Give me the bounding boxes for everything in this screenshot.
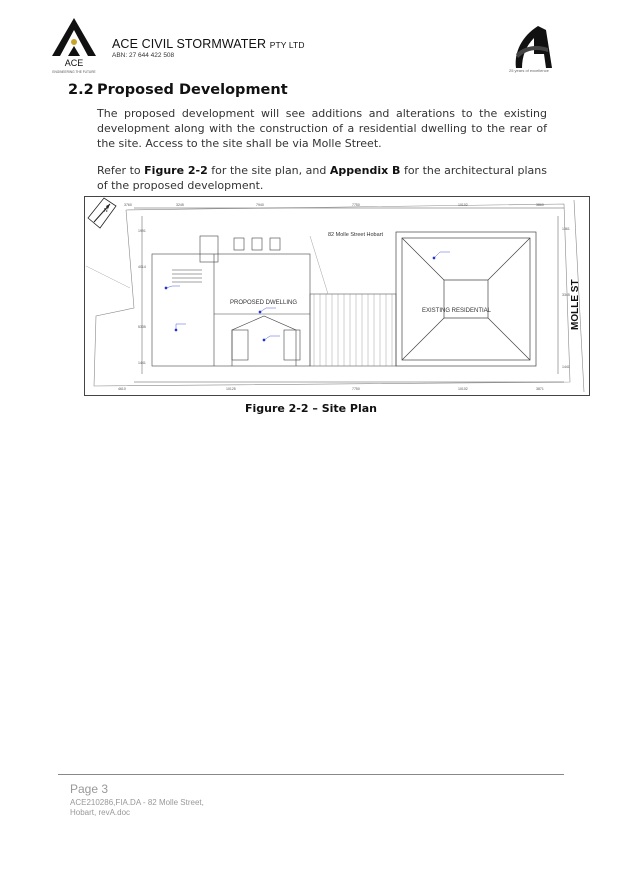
- top-dim-5: 10102: [458, 203, 468, 207]
- street-label: MOLLE ST: [570, 279, 581, 330]
- logo-right-caption: 25 years of excellence: [509, 68, 549, 73]
- bottom-dim-1: 4610: [118, 387, 126, 391]
- appendix-reference: Appendix B: [329, 164, 401, 177]
- section-number: 2.2: [68, 82, 94, 98]
- footer-divider: [58, 774, 564, 775]
- document-reference-line-2: Hobart, revA.doc: [70, 808, 131, 817]
- right-dim-2: 3345: [562, 293, 570, 297]
- logo-left-tagline: ENGINEERING THE FUTURE: [52, 70, 96, 74]
- left-dim-3: 5335: [138, 325, 146, 329]
- top-dim-1: 3760: [124, 203, 132, 207]
- paragraph-1: The proposed development will see additions and alterations to the existing development along with the construction of a residential dwelling to the rear of the site. Access to the site shall be via Molle Street.: [97, 107, 547, 150]
- page-header: [0, 0, 622, 80]
- existing-residential-label: EXISTING RESIDENTIAL: [422, 308, 492, 314]
- document-reference-line-1: ACE210286,FIA.DA - 82 Molle Street,: [70, 798, 204, 807]
- company-name: ACE CIVIL STORMWATER PTY LTD: [112, 37, 305, 51]
- north-label: N: [104, 208, 108, 214]
- ace-logo: [48, 16, 100, 76]
- paragraph-2: Refer to Figure 2-2 for the site plan, and Appendix B for the architectural plans of the proposed development.: [97, 164, 547, 192]
- bottom-dim-3: 7750: [352, 387, 360, 391]
- top-dim-4: 7750: [352, 203, 360, 207]
- anniversary-logo: [508, 24, 554, 74]
- top-dim-3: 7940: [256, 203, 264, 207]
- page-number: Page 3: [70, 782, 109, 796]
- address-label: 82 Molle Street Hobart: [328, 232, 384, 238]
- company-suffix: PTY LTD: [269, 40, 305, 50]
- abn: ABN: 27 644 422 508: [112, 52, 175, 59]
- document-reference: [70, 798, 204, 818]
- bottom-dim-2: 10125: [226, 387, 236, 391]
- left-dim-1: 1991: [138, 229, 146, 233]
- site-plan-figure: [84, 196, 590, 396]
- right-dim-1: 1361: [562, 227, 570, 231]
- top-dim-2: 3245: [176, 203, 184, 207]
- bottom-dim-4: 10102: [458, 387, 468, 391]
- bottom-dim-5: 3871: [536, 387, 544, 391]
- figure-caption: Figure 2-2 – Site Plan: [244, 402, 378, 415]
- left-dim-4: 1441: [138, 361, 146, 365]
- proposed-dwelling-label: PROPOSED DWELLING: [230, 300, 298, 306]
- figure-reference: Figure 2-2: [144, 164, 208, 177]
- logo-left-text: ACE: [64, 58, 84, 68]
- top-dim-6: 3860: [536, 203, 544, 207]
- page-footer: [70, 782, 204, 818]
- section-heading: [68, 82, 288, 98]
- section-title: Proposed Development: [97, 82, 288, 98]
- company-block: [112, 37, 305, 59]
- left-dim-2: 4014: [138, 265, 146, 269]
- right-dim-3: 1441: [562, 365, 570, 369]
